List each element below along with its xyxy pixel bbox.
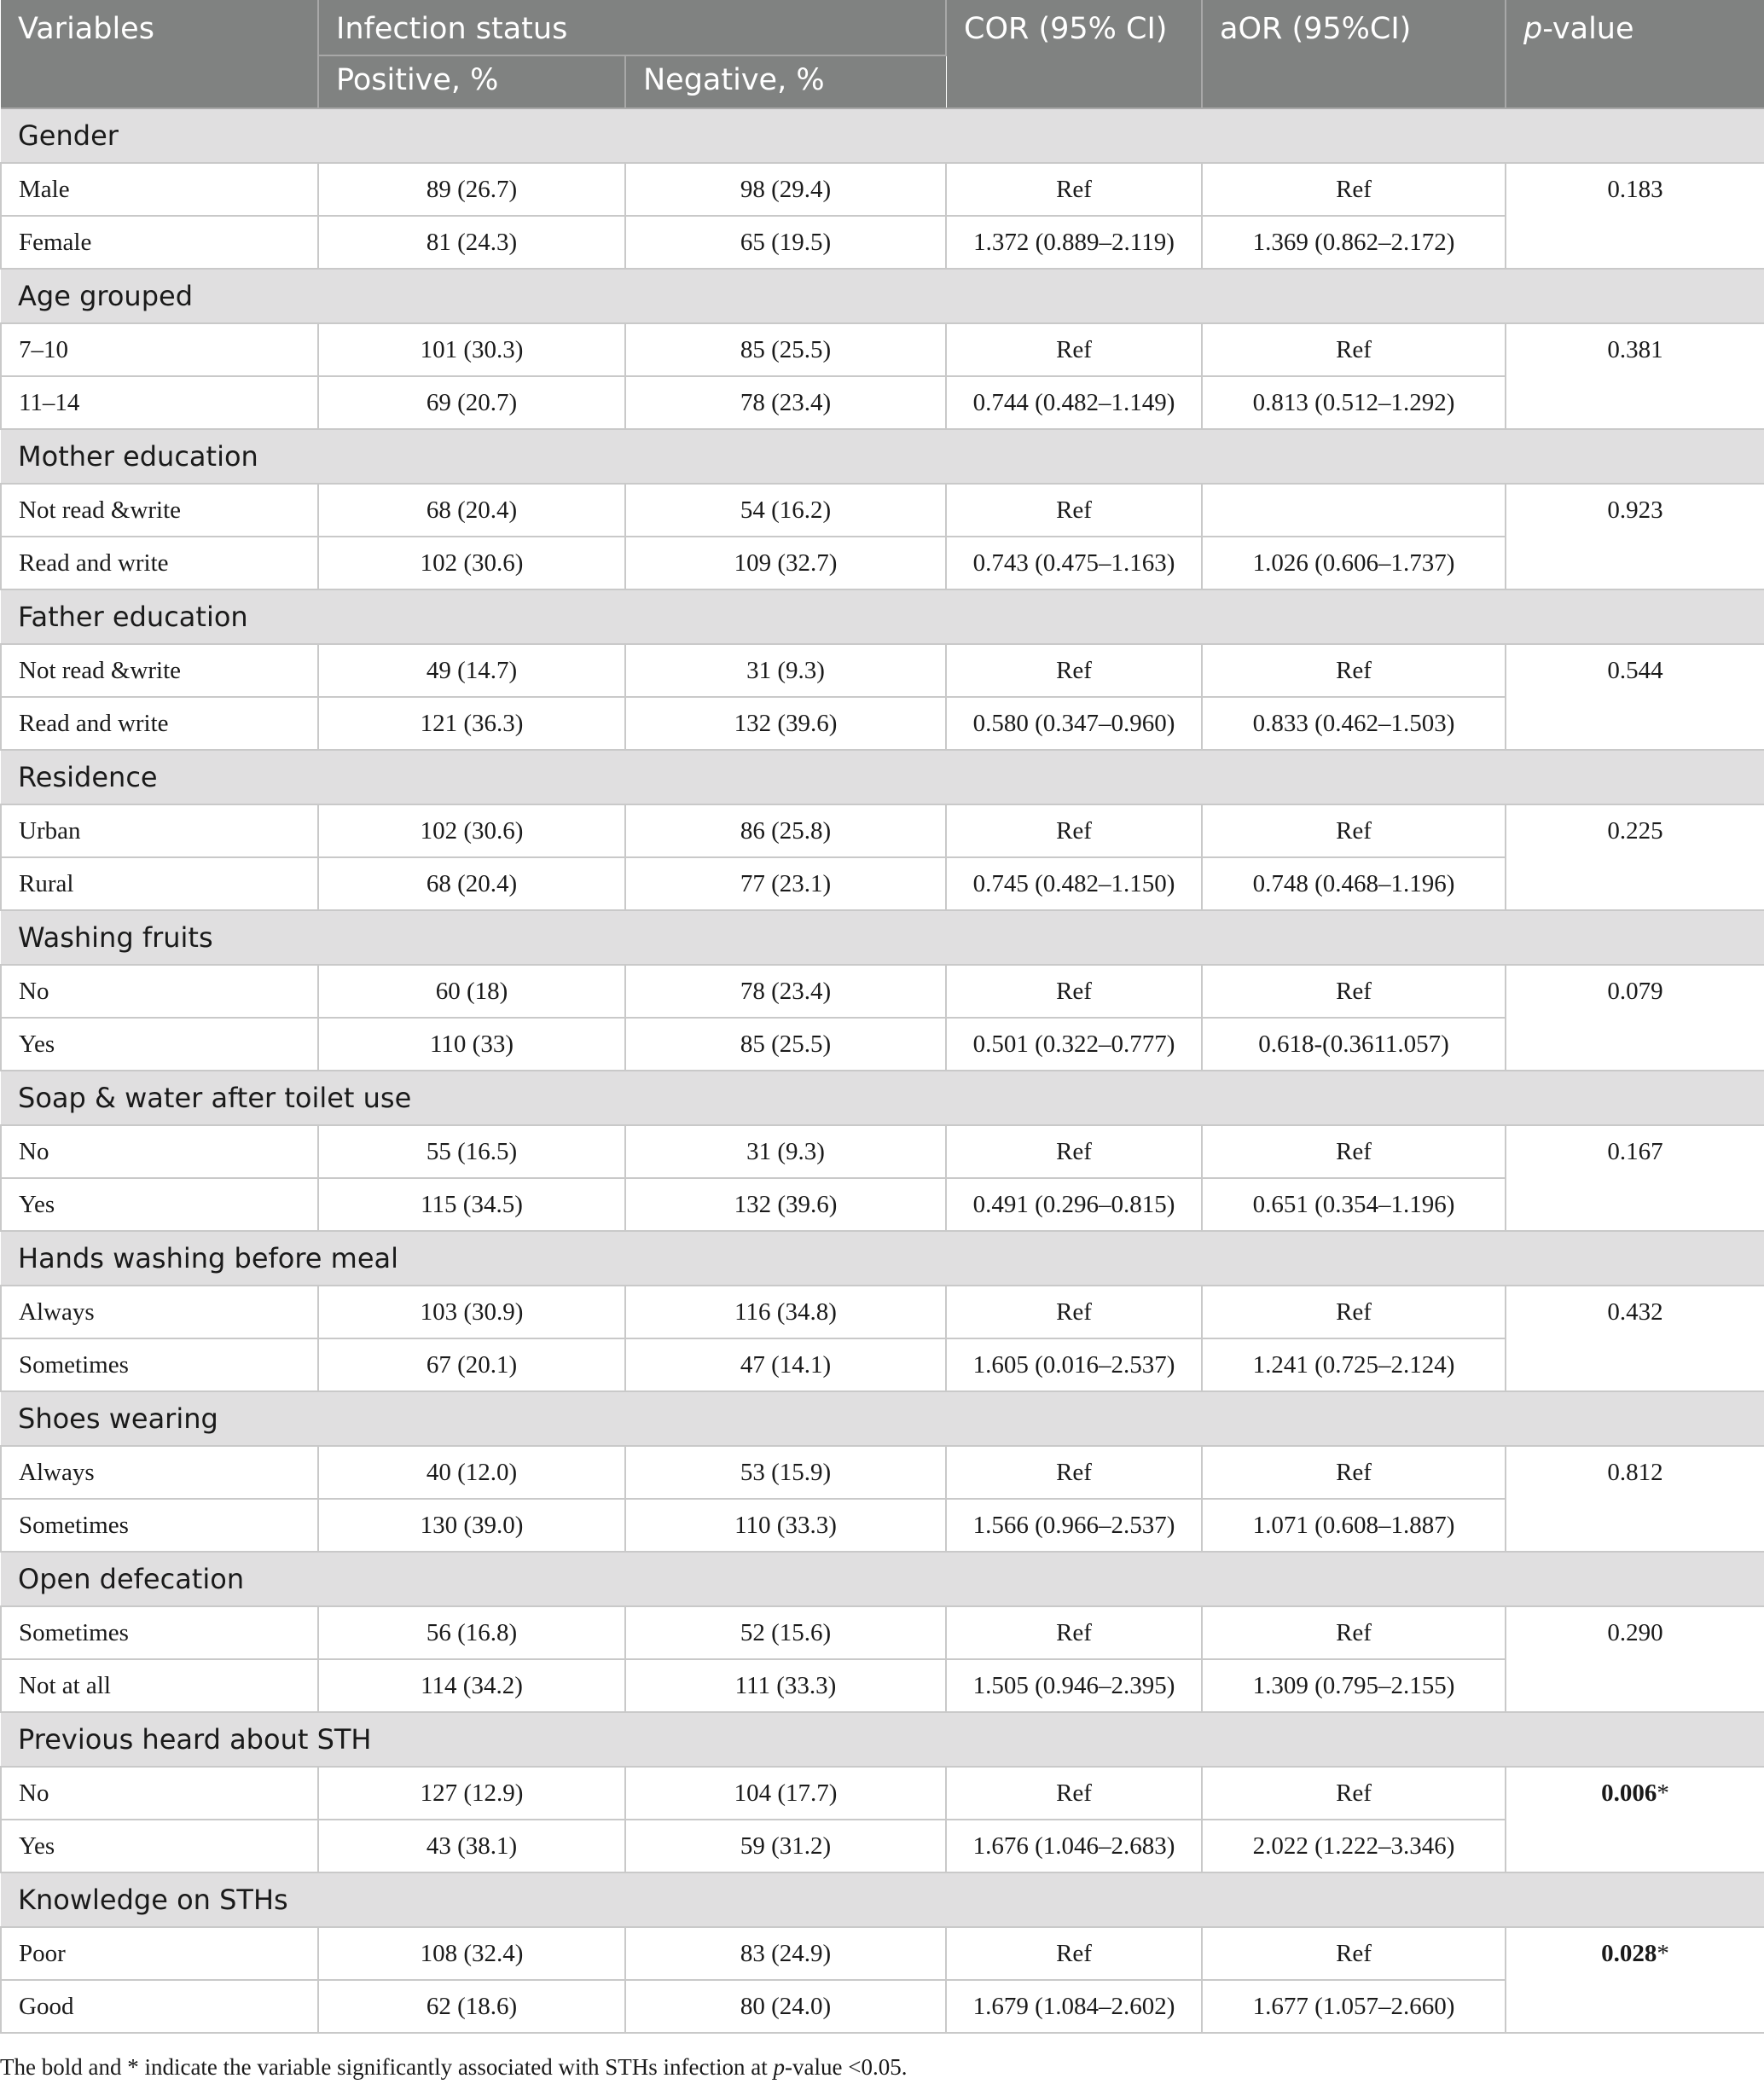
- cell-aor: 0.813 (0.512–1.292): [1202, 376, 1506, 429]
- cell-aor: Ref: [1202, 644, 1506, 697]
- p-value-number: 0.079: [1607, 978, 1663, 1005]
- cell-cor: Ref: [946, 1927, 1202, 1980]
- cell-positive: 68 (20.4): [318, 484, 625, 537]
- cell-p-value: [1506, 965, 1764, 1071]
- p-value-number: 0.812: [1607, 1459, 1663, 1486]
- cell-negative: 85 (25.5): [625, 323, 946, 376]
- row-label: No: [1, 1125, 318, 1178]
- cell-aor: Ref: [1202, 1446, 1506, 1499]
- cell-aor: 1.369 (0.862–2.172): [1202, 216, 1506, 269]
- cell-cor: 0.491 (0.296–0.815): [946, 1178, 1202, 1231]
- cell-aor: Ref: [1202, 1927, 1506, 1980]
- cell-negative: 109 (32.7): [625, 537, 946, 589]
- row-label: Not read &write: [1, 484, 318, 537]
- cell-negative: 111 (33.3): [625, 1659, 946, 1712]
- cell-positive: 43 (38.1): [318, 1820, 625, 1872]
- section-title: Hands washing before meal: [1, 1231, 1764, 1286]
- table-row: [1, 1767, 1764, 1820]
- row-label: Sometimes: [1, 1499, 318, 1552]
- cell-aor: 0.651 (0.354–1.196): [1202, 1178, 1506, 1231]
- cell-cor: Ref: [946, 965, 1202, 1018]
- table-row: [1, 1499, 1764, 1552]
- cell-p-value: [1506, 644, 1764, 750]
- header-positive: Positive, %: [318, 55, 625, 108]
- header-p-value: [1506, 0, 1764, 108]
- cell-negative: 86 (25.8): [625, 804, 946, 857]
- row-label: Female: [1, 216, 318, 269]
- table-row: [1, 163, 1764, 216]
- cell-cor: 1.505 (0.946–2.395): [946, 1659, 1202, 1712]
- cell-cor: 1.605 (0.016–2.537): [946, 1338, 1202, 1391]
- p-value-number: 0.381: [1607, 336, 1663, 363]
- cell-positive: 40 (12.0): [318, 1446, 625, 1499]
- cell-aor: Ref: [1202, 1286, 1506, 1338]
- cell-positive: 69 (20.7): [318, 376, 625, 429]
- cell-positive: 121 (36.3): [318, 697, 625, 750]
- row-label: Yes: [1, 1178, 318, 1231]
- cell-aor: Ref: [1202, 804, 1506, 857]
- cell-aor: 0.833 (0.462–1.503): [1202, 697, 1506, 750]
- p-value-number: 0.544: [1607, 657, 1663, 684]
- table-row: [1, 1659, 1764, 1712]
- cell-p-value: [1506, 484, 1764, 589]
- cell-p-value: [1506, 804, 1764, 910]
- p-value-number: 0.006: [1601, 1779, 1657, 1807]
- cell-cor: Ref: [946, 804, 1202, 857]
- table-header: [1, 0, 1764, 108]
- cell-negative: 77 (23.1): [625, 857, 946, 910]
- header-infection-status: Infection status: [318, 0, 946, 55]
- cell-negative: 78 (23.4): [625, 965, 946, 1018]
- table-row: [1, 1446, 1764, 1499]
- row-label: Yes: [1, 1018, 318, 1071]
- table-row: [1, 1125, 1764, 1178]
- p-value-number: 0.028: [1601, 1940, 1657, 1967]
- cell-cor: Ref: [946, 1606, 1202, 1659]
- cell-p-value: [1506, 1927, 1764, 2033]
- row-label: Read and write: [1, 697, 318, 750]
- cell-cor: 0.744 (0.482–1.149): [946, 376, 1202, 429]
- cell-p-value: [1506, 1767, 1764, 1872]
- cell-negative: 65 (19.5): [625, 216, 946, 269]
- cell-aor: Ref: [1202, 965, 1506, 1018]
- cell-positive: 89 (26.7): [318, 163, 625, 216]
- section-title: Washing fruits: [1, 910, 1764, 965]
- cell-negative: 132 (39.6): [625, 697, 946, 750]
- table-row: [1, 1338, 1764, 1391]
- section-row: [1, 1231, 1764, 1286]
- p-value-number: 0.167: [1607, 1138, 1663, 1165]
- cell-positive: 68 (20.4): [318, 857, 625, 910]
- cell-aor: 1.677 (1.057–2.660): [1202, 1980, 1506, 2033]
- table-row: [1, 537, 1764, 589]
- cell-negative: 116 (34.8): [625, 1286, 946, 1338]
- footnote-p-italic: p: [773, 2054, 785, 2080]
- cell-cor: 0.501 (0.322–0.777): [946, 1018, 1202, 1071]
- cell-aor: 0.618-(0.3611.057): [1202, 1018, 1506, 1071]
- cell-cor: 0.745 (0.482–1.150): [946, 857, 1202, 910]
- table-row: [1, 1820, 1764, 1872]
- section-row: [1, 1071, 1764, 1125]
- section-row: [1, 589, 1764, 644]
- cell-cor: Ref: [946, 1125, 1202, 1178]
- row-label: Not read &write: [1, 644, 318, 697]
- header-aor: aOR (95%CI): [1202, 0, 1506, 108]
- cell-aor: 1.241 (0.725–2.124): [1202, 1338, 1506, 1391]
- table-row: [1, 804, 1764, 857]
- section-row: [1, 1552, 1764, 1606]
- section-title: Gender: [1, 108, 1764, 163]
- cell-p-value: [1506, 1286, 1764, 1391]
- cell-positive: 81 (24.3): [318, 216, 625, 269]
- section-title: Knowledge on STHs: [1, 1872, 1764, 1927]
- cell-cor: Ref: [946, 1446, 1202, 1499]
- section-title: Residence: [1, 750, 1764, 804]
- cell-cor: 1.676 (1.046–2.683): [946, 1820, 1202, 1872]
- table-row: [1, 857, 1764, 910]
- row-label: Good: [1, 1980, 318, 2033]
- p-value-number: 0.432: [1607, 1298, 1663, 1326]
- row-label: No: [1, 965, 318, 1018]
- significance-marker: *: [1657, 1940, 1669, 1967]
- header-cor: COR (95% CI): [946, 0, 1202, 108]
- footnote-after: -value <0.05.: [785, 2054, 908, 2080]
- section-title: Open defecation: [1, 1552, 1764, 1606]
- cell-positive: 115 (34.5): [318, 1178, 625, 1231]
- section-row: [1, 1391, 1764, 1446]
- row-label: Male: [1, 163, 318, 216]
- row-label: Poor: [1, 1927, 318, 1980]
- row-label: Read and write: [1, 537, 318, 589]
- cell-p-value: [1506, 163, 1764, 269]
- cell-cor: Ref: [946, 644, 1202, 697]
- header-p-suffix: -value: [1542, 12, 1634, 46]
- cell-negative: 98 (29.4): [625, 163, 946, 216]
- table-body: [1, 108, 1764, 2033]
- cell-cor: Ref: [946, 163, 1202, 216]
- section-title: Soap & water after toilet use: [1, 1071, 1764, 1125]
- header-negative: Negative, %: [625, 55, 946, 108]
- cell-positive: 49 (14.7): [318, 644, 625, 697]
- header-p-italic: p: [1523, 12, 1543, 46]
- cell-aor: 1.071 (0.608–1.887): [1202, 1499, 1506, 1552]
- significance-marker: *: [1657, 1779, 1669, 1807]
- cell-positive: 67 (20.1): [318, 1338, 625, 1391]
- table-row: [1, 1018, 1764, 1071]
- cell-negative: 31 (9.3): [625, 644, 946, 697]
- header-variables: Variables: [1, 0, 318, 108]
- cell-cor: 0.743 (0.475–1.163): [946, 537, 1202, 589]
- cell-aor: Ref: [1202, 1606, 1506, 1659]
- cell-p-value: [1506, 1606, 1764, 1712]
- table-row: [1, 1178, 1764, 1231]
- cell-positive: 130 (39.0): [318, 1499, 625, 1552]
- cell-cor: Ref: [946, 1767, 1202, 1820]
- cell-aor: Ref: [1202, 1767, 1506, 1820]
- cell-negative: 83 (24.9): [625, 1927, 946, 1980]
- p-value-number: 0.225: [1607, 817, 1663, 845]
- table-row: [1, 323, 1764, 376]
- row-label: Yes: [1, 1820, 318, 1872]
- row-label: 11–14: [1, 376, 318, 429]
- table-row: [1, 965, 1764, 1018]
- section-row: [1, 269, 1764, 323]
- row-label: Always: [1, 1446, 318, 1499]
- cell-negative: 59 (31.2): [625, 1820, 946, 1872]
- cell-aor: Ref: [1202, 163, 1506, 216]
- section-title: Father education: [1, 589, 1764, 644]
- cell-positive: 102 (30.6): [318, 537, 625, 589]
- row-label: Urban: [1, 804, 318, 857]
- table-row: [1, 1286, 1764, 1338]
- cell-aor: [1202, 484, 1506, 537]
- cell-aor: Ref: [1202, 1125, 1506, 1178]
- cell-negative: 78 (23.4): [625, 376, 946, 429]
- cell-negative: 85 (25.5): [625, 1018, 946, 1071]
- cell-aor: 0.748 (0.468–1.196): [1202, 857, 1506, 910]
- cell-p-value: [1506, 1446, 1764, 1552]
- cell-negative: 31 (9.3): [625, 1125, 946, 1178]
- cell-cor: Ref: [946, 323, 1202, 376]
- cell-negative: 53 (15.9): [625, 1446, 946, 1499]
- section-row: [1, 1872, 1764, 1927]
- row-label: Sometimes: [1, 1338, 318, 1391]
- cell-positive: 60 (18): [318, 965, 625, 1018]
- row-label: Not at all: [1, 1659, 318, 1712]
- cell-positive: 62 (18.6): [318, 1980, 625, 2033]
- table-row: [1, 216, 1764, 269]
- cell-negative: 132 (39.6): [625, 1178, 946, 1231]
- cell-aor: 1.026 (0.606–1.737): [1202, 537, 1506, 589]
- table-footnote: [0, 2054, 907, 2081]
- section-title: Age grouped: [1, 269, 1764, 323]
- cell-positive: 55 (16.5): [318, 1125, 625, 1178]
- cell-negative: 110 (33.3): [625, 1499, 946, 1552]
- cell-aor: 2.022 (1.222–3.346): [1202, 1820, 1506, 1872]
- footnote-before: The bold and * indicate the variable significantly associated with STHs infection at: [0, 2054, 774, 2080]
- section-row: [1, 108, 1764, 163]
- cell-negative: 104 (17.7): [625, 1767, 946, 1820]
- p-value-number: 0.183: [1607, 176, 1663, 203]
- cell-negative: 54 (16.2): [625, 484, 946, 537]
- table-row: [1, 644, 1764, 697]
- cell-p-value: [1506, 323, 1764, 429]
- cell-positive: 56 (16.8): [318, 1606, 625, 1659]
- cell-negative: 80 (24.0): [625, 1980, 946, 2033]
- row-label: Always: [1, 1286, 318, 1338]
- cell-cor: 1.372 (0.889–2.119): [946, 216, 1202, 269]
- cell-negative: 52 (15.6): [625, 1606, 946, 1659]
- cell-positive: 114 (34.2): [318, 1659, 625, 1712]
- section-row: [1, 750, 1764, 804]
- cell-p-value: [1506, 1125, 1764, 1231]
- cell-cor: 1.679 (1.084–2.602): [946, 1980, 1202, 2033]
- section-title: Previous heard about STH: [1, 1712, 1764, 1767]
- row-label: No: [1, 1767, 318, 1820]
- cell-aor: 1.309 (0.795–2.155): [1202, 1659, 1506, 1712]
- p-value-number: 0.290: [1607, 1619, 1663, 1646]
- cell-cor: Ref: [946, 484, 1202, 537]
- table-row: [1, 1606, 1764, 1659]
- cell-negative: 47 (14.1): [625, 1338, 946, 1391]
- cell-aor: Ref: [1202, 323, 1506, 376]
- section-title: Mother education: [1, 429, 1764, 484]
- table-row: [1, 697, 1764, 750]
- table-row: [1, 484, 1764, 537]
- table-row: [1, 376, 1764, 429]
- cell-positive: 103 (30.9): [318, 1286, 625, 1338]
- section-row: [1, 910, 1764, 965]
- section-row: [1, 1712, 1764, 1767]
- section-row: [1, 429, 1764, 484]
- cell-positive: 108 (32.4): [318, 1927, 625, 1980]
- cell-cor: 1.566 (0.966–2.537): [946, 1499, 1202, 1552]
- row-label: 7–10: [1, 323, 318, 376]
- cell-positive: 101 (30.3): [318, 323, 625, 376]
- p-value-number: 0.923: [1607, 496, 1663, 524]
- section-title: Shoes wearing: [1, 1391, 1764, 1446]
- table-row: [1, 1980, 1764, 2033]
- table-row: [1, 1927, 1764, 1980]
- cell-positive: 127 (12.9): [318, 1767, 625, 1820]
- row-label: Sometimes: [1, 1606, 318, 1659]
- cell-cor: 0.580 (0.347–0.960): [946, 697, 1202, 750]
- cell-positive: 102 (30.6): [318, 804, 625, 857]
- row-label: Rural: [1, 857, 318, 910]
- cell-cor: Ref: [946, 1286, 1202, 1338]
- cell-positive: 110 (33): [318, 1018, 625, 1071]
